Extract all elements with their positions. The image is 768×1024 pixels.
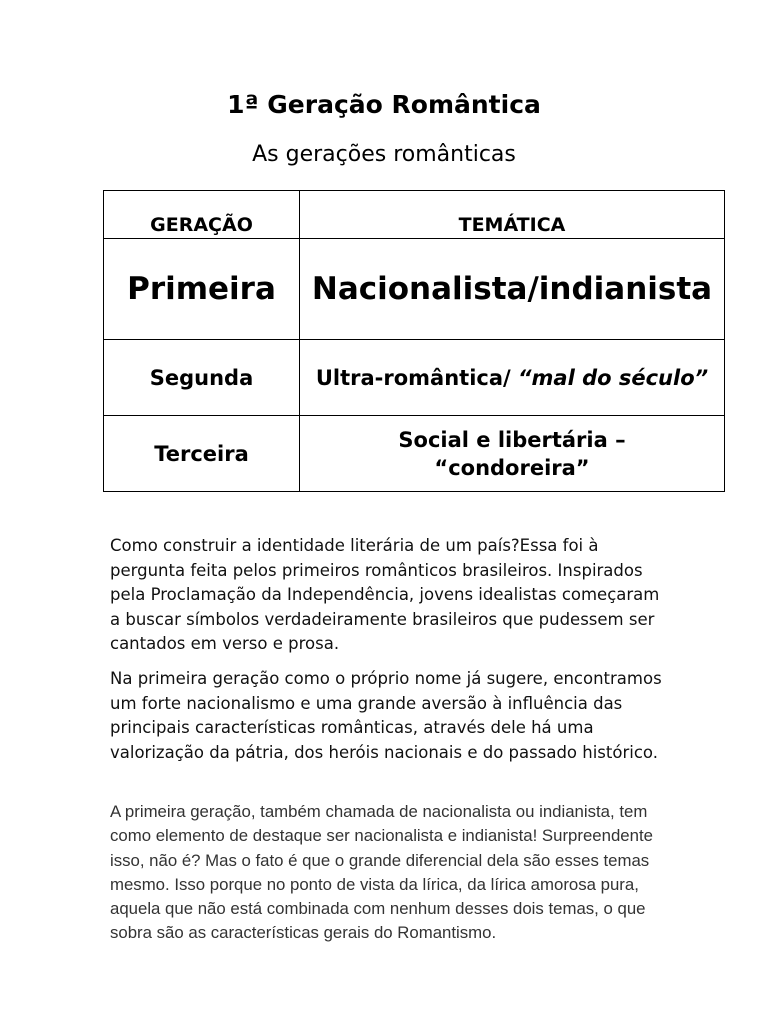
- generation-cell: Primeira: [104, 239, 300, 340]
- theme-text: Ultra-romântica/: [315, 365, 518, 390]
- generation-cell: Segunda: [104, 340, 300, 416]
- table-row: [104, 416, 725, 492]
- paragraph-nationalist: A primeira geração, também chamada de nacionalista ou indianista, tem como elemento de destaque ser nacionalista e indianista! Surpreendente isso, não é? Mas o fato é que o grande diferencial dela são esses temas mesmo. Isso porque no ponto de vista da lírica, da lírica amorosa pura, aquela que não está combinada com nenhum desses dois temas, o que sobra são as características gerais do Romantismo.: [110, 802, 653, 943]
- header-theme: TEMÁTICA: [300, 191, 725, 239]
- page-title: 1ª Geração Romântica: [227, 90, 541, 119]
- generations-table: [103, 190, 725, 492]
- header-generation: GERAÇÃO: [104, 191, 300, 239]
- table-row: [104, 340, 725, 416]
- theme-cell: Nacionalista/indianista: [300, 239, 725, 340]
- theme-cell: [300, 340, 725, 416]
- page-subtitle: As gerações românticas: [252, 142, 516, 167]
- paragraph-intro: Como construir a identidade literária de um país?Essa foi à pergunta feita pelos primeiros românticos brasileiros. Inspirados pela Proclamação da Independência, jovens idealistas começaram a buscar símbolos verdadeiramente brasileiros que pudessem ser cantados em verso e prosa.: [110, 536, 660, 653]
- paragraph-first-generation: Na primeira geração como o próprio nome já sugere, encontramos um forte nacionalismo e uma grande aversão à influência das principais características românticas, através dele há uma valorização da pátria, dos heróis nacionais e do passado histórico.: [110, 669, 662, 762]
- generation-cell: Terceira: [104, 416, 300, 492]
- theme-cell: Social e libertária – “condoreira”: [300, 416, 725, 492]
- table-row: [104, 239, 725, 340]
- theme-italic-text: “mal do século”: [518, 365, 709, 390]
- table-header-row: [104, 191, 725, 239]
